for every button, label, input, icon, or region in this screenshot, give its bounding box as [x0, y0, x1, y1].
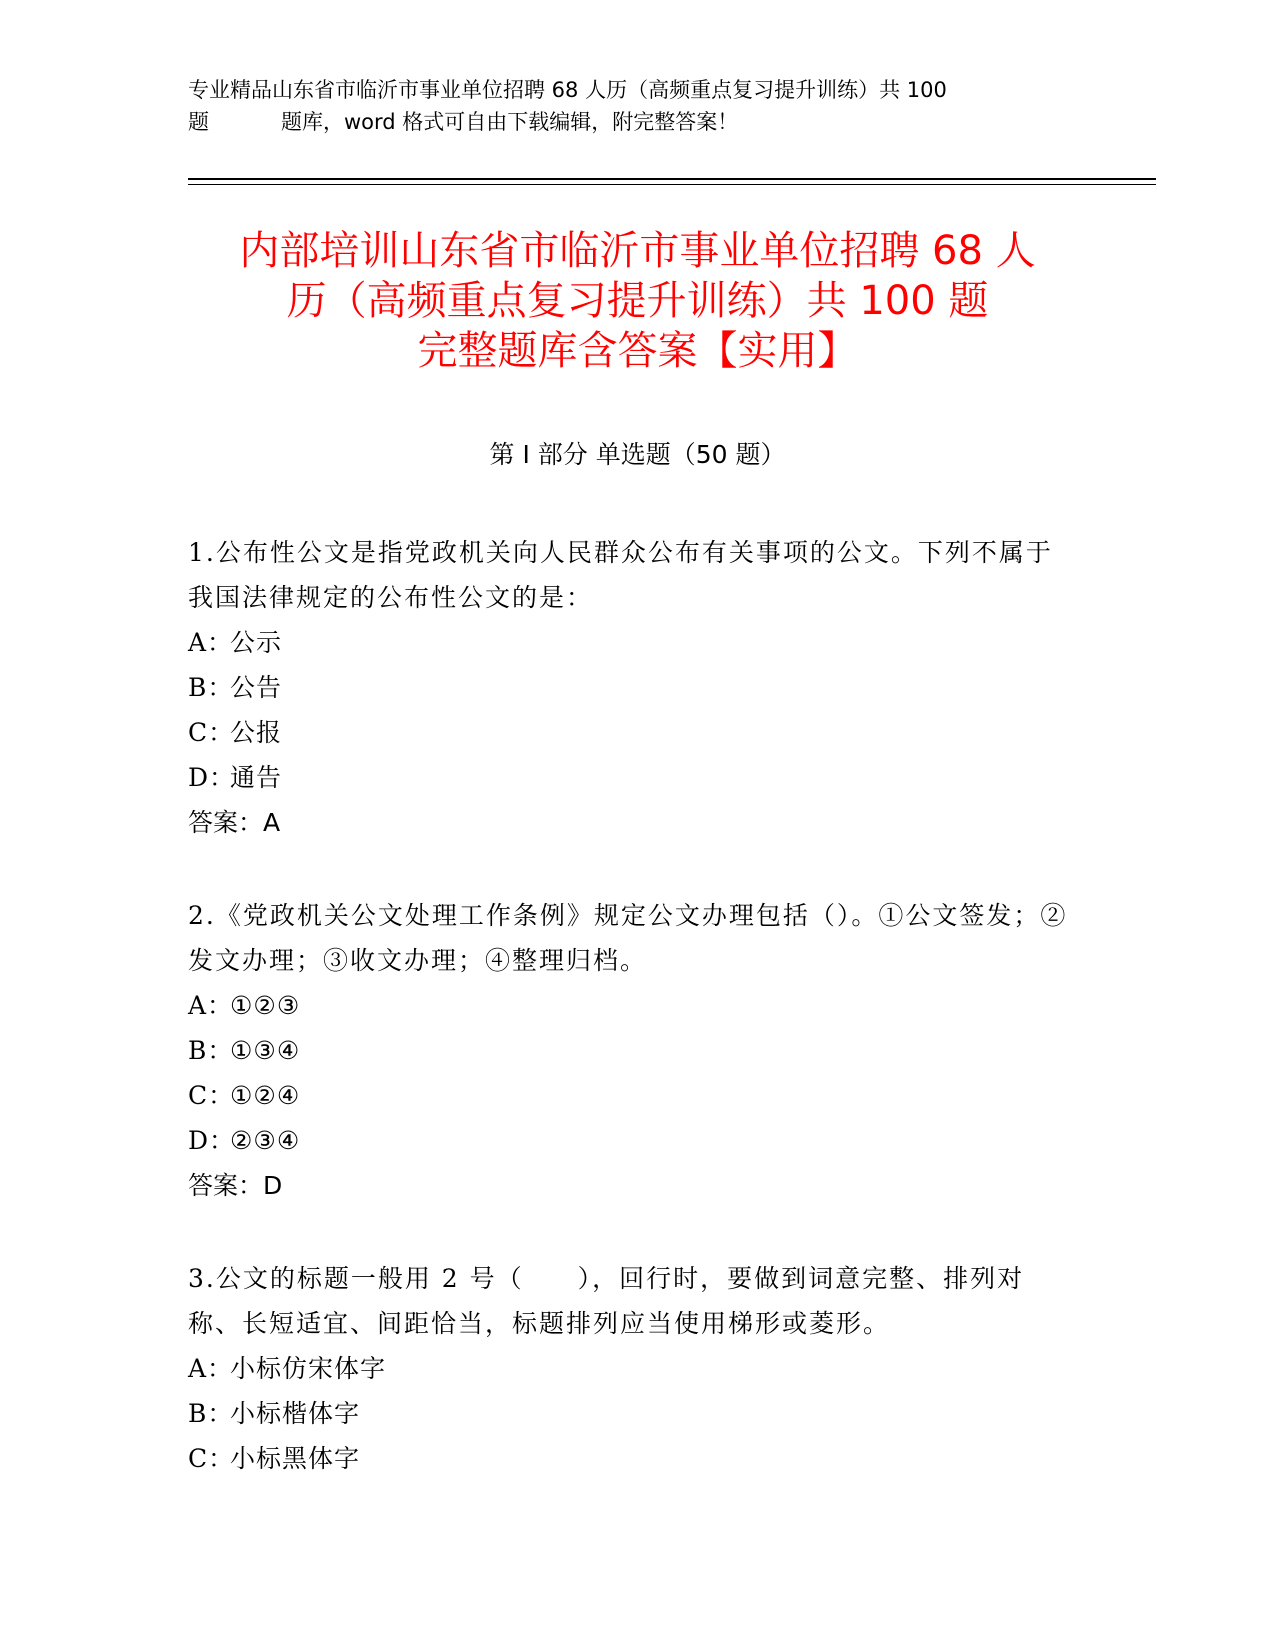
option-d	[188, 755, 1068, 800]
option-b	[188, 1391, 1068, 1436]
header-note-line2-b: 题库，word 格式可自由下载编辑，附完整答案！	[281, 110, 739, 134]
option-text: 通告	[230, 763, 283, 792]
option-key: D：	[188, 1126, 236, 1155]
section-title: 第 I 部分 单选题（50 题）	[489, 440, 786, 469]
option-key: B：	[188, 673, 234, 702]
document-title-line2: 历（高频重点复习提升训练）共 100 题	[286, 278, 989, 324]
option-b	[188, 665, 1068, 710]
option-c	[188, 1436, 1068, 1481]
option-a	[188, 620, 1068, 665]
option-text: ②③④	[230, 1126, 301, 1155]
header-note-line2	[188, 106, 1088, 138]
question-list	[188, 530, 1068, 1529]
question-text: 3.公文的标题一般用 2 号（ ），回行时，要做到词意完整、排列对称、长短适宜、间距恰当，标题排列应当使用梯形或菱形。	[188, 1264, 1025, 1338]
option-key: A：	[188, 1354, 234, 1383]
document-title-line3: 完整题库含答案【实用】	[417, 328, 858, 374]
option-text: 公示	[230, 628, 283, 657]
question-text: 2.《党政机关公文处理工作条例》规定公文办理包括（）。①公文签发；②发文办理；③收文办理；④整理归档。	[188, 901, 1068, 975]
option-text: 公报	[230, 718, 283, 747]
option-text: ①②④	[230, 1081, 301, 1110]
option-text: 小标仿宋体字	[230, 1354, 387, 1383]
question-item	[188, 1256, 1068, 1481]
question-text: 1.公布性公文是指党政机关向人民群众公布有关事项的公文。下列不属于我国法律规定的公布性公文的是：	[188, 538, 1053, 612]
header-note	[188, 74, 1088, 138]
header-rule-thick	[188, 178, 1156, 180]
option-key: C：	[188, 718, 235, 747]
option-text: 小标黑体字	[230, 1444, 361, 1473]
question-item	[188, 530, 1068, 845]
option-text: ①③④	[230, 1036, 301, 1065]
option-key: B：	[188, 1399, 234, 1428]
header-rule-thin	[188, 184, 1156, 185]
option-key: A：	[188, 991, 234, 1020]
option-b	[188, 1028, 1068, 1073]
option-key: C：	[188, 1444, 235, 1473]
option-text: ①②③	[230, 991, 301, 1020]
option-key: D：	[188, 763, 236, 792]
option-text: 小标楷体字	[230, 1399, 361, 1428]
answer-text: 答案：D	[188, 1171, 283, 1200]
option-key: B：	[188, 1036, 234, 1065]
question-item	[188, 893, 1068, 1208]
answer-text: 答案：A	[188, 808, 281, 837]
option-c	[188, 1073, 1068, 1118]
option-text: 公告	[230, 673, 283, 702]
header-note-line2-a: 题	[188, 110, 209, 134]
document-title-line1: 内部培训山东省市临沂市事业单位招聘 68 人	[239, 228, 1036, 274]
document-title	[160, 226, 1115, 376]
option-a	[188, 1346, 1068, 1391]
option-key: A：	[188, 628, 234, 657]
option-key: C：	[188, 1081, 235, 1110]
option-c	[188, 710, 1068, 755]
option-a	[188, 983, 1068, 1028]
option-d	[188, 1118, 1068, 1163]
header-note-line1: 专业精品山东省市临沂市事业单位招聘 68 人历（高频重点复习提升训练）共 100	[188, 78, 947, 102]
